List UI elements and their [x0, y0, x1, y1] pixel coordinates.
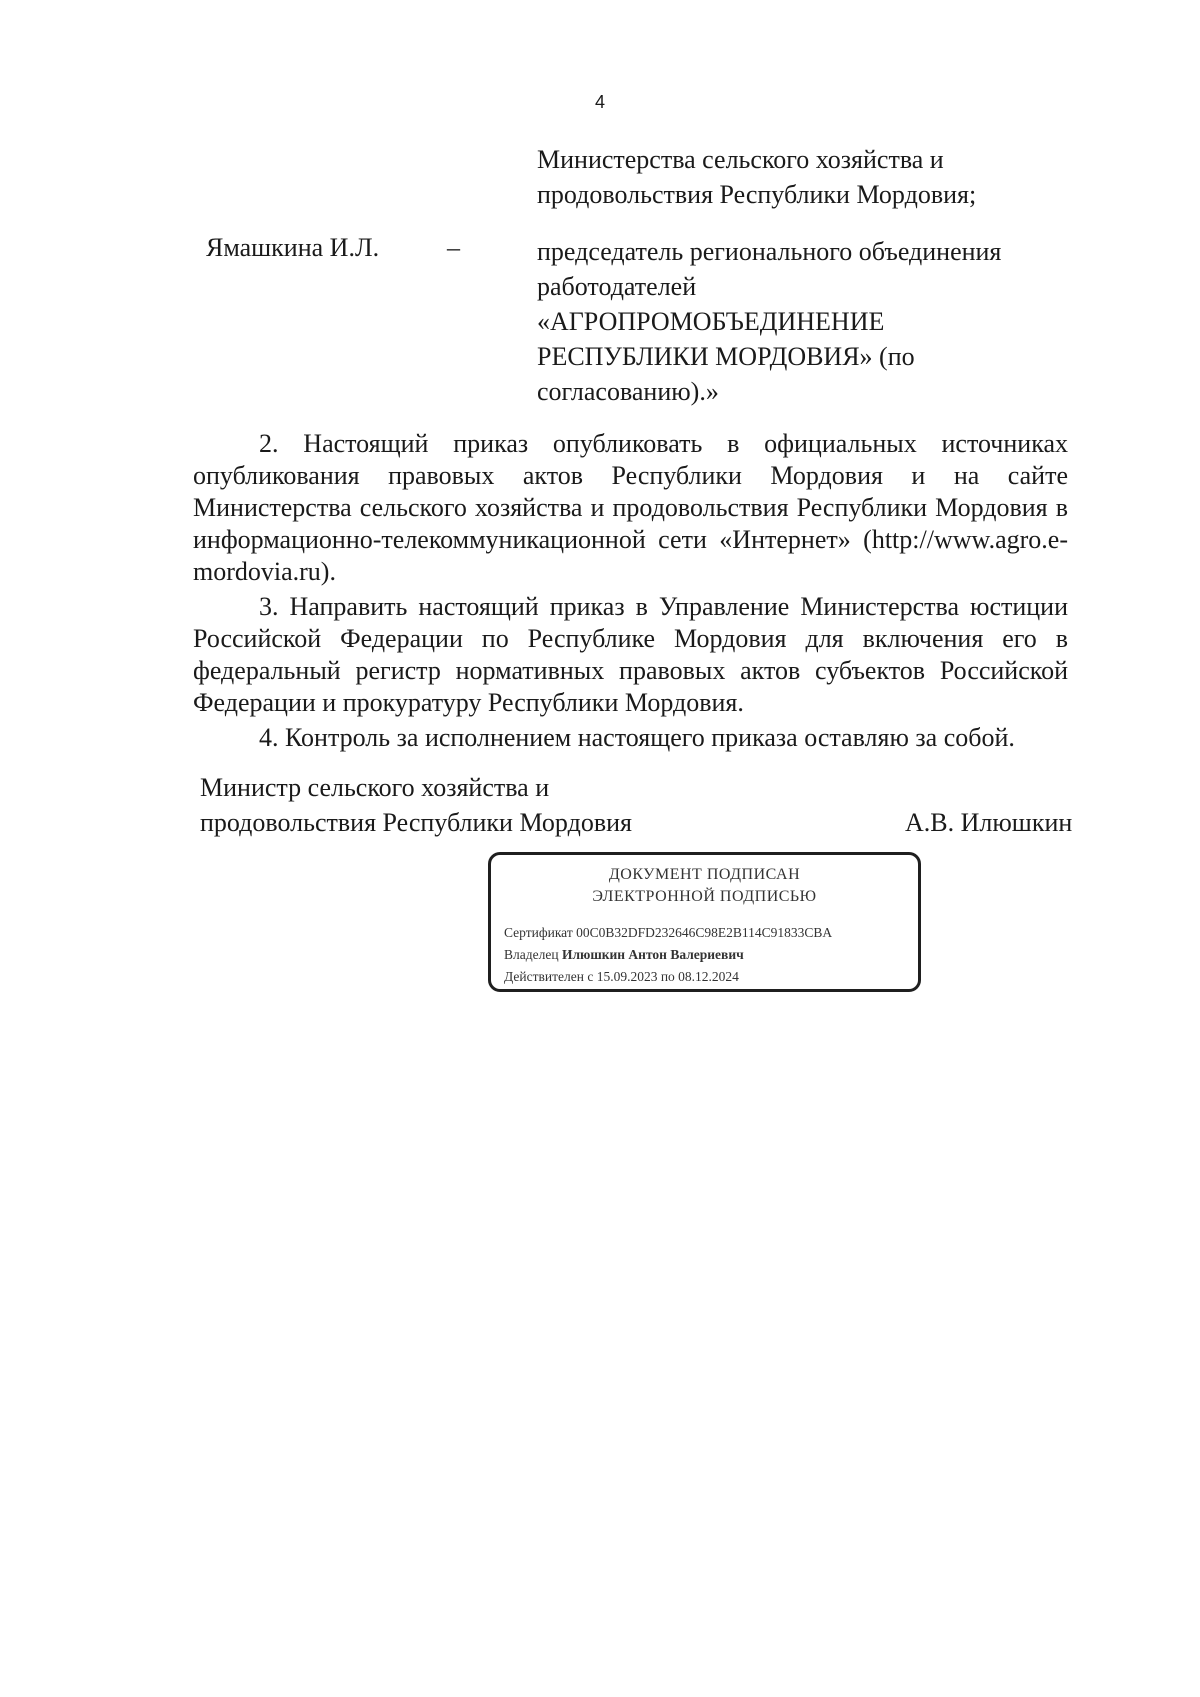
member-role-line: РЕСПУБЛИКИ МОРДОВИЯ» (по: [537, 342, 915, 371]
signature-title-line: Министр сельского хозяйства и: [200, 773, 550, 802]
stamp-certificate-row: [504, 922, 832, 944]
stamp-validity-from-word: с: [587, 969, 594, 984]
paragraph-3: 3. Направить настоящий приказ в Управление Министерства юстиции Российской Федерации по Республике Мордовия для включения его в федеральный регистр нормативных правовых актов субъектов Российской Федерации и прокуратуру Республики Мордовия.: [193, 592, 1068, 717]
stamp-certificate-value: 00C0B32DFD232646C98E2B114C91833CBA: [576, 925, 833, 940]
page-number: 4: [594, 92, 605, 112]
member-name: Ямашкина И.Л.: [206, 233, 380, 262]
signature-title: [200, 770, 632, 840]
signature-name: А.В. Илюшкин: [905, 808, 1073, 837]
stamp-owner-value: Илюшкин Антон Валериевич: [561, 947, 744, 962]
paragraph-2: [193, 428, 1068, 588]
stamp-validity-from: 15.09.2023: [596, 969, 658, 984]
stamp-owner-row: [504, 944, 832, 966]
continuation-text: [537, 142, 1057, 212]
stamp-validity-label: Действителен: [504, 969, 584, 984]
stamp-heading-line: ДОКУМЕНТ ПОДПИСАН: [608, 866, 801, 883]
stamp-certificate-label: Сертификат: [504, 925, 573, 940]
member-role-line: председатель регионального объединения: [537, 237, 1002, 266]
member-role: [537, 234, 1037, 409]
paragraph-2-url: (http://www.agro.e-mordovia.ru).: [193, 525, 1068, 586]
paragraph-2-text: 2. Настоящий приказ опубликовать в официальных источниках опубликования правовых актов Республики Мордовия и на сайте Министерства сельского хозяйства и продовольствия Республики Мордовия в информационно-телекоммуникационной сети «Интернет»: [193, 429, 1068, 554]
stamp-owner-label: Владелец: [504, 947, 559, 962]
member-role-line: работодателей: [537, 272, 697, 301]
continuation-line: Министерства сельского хозяйства и: [537, 145, 944, 174]
stamp-validity-row: [504, 966, 832, 988]
electronic-signature-stamp: [488, 852, 921, 992]
member-role-line: согласованию).»: [537, 377, 719, 406]
stamp-validity-to: 08.12.2024: [678, 969, 739, 984]
paragraph-4: 4. Контроль за исполнением настоящего приказа оставляю за собой.: [259, 723, 1015, 752]
stamp-heading-line: ЭЛЕКТРОННОЙ ПОДПИСЬЮ: [592, 888, 817, 905]
member-dash: –: [447, 233, 460, 262]
continuation-line: продовольствия Республики Мордовия;: [537, 180, 977, 209]
stamp-validity-to-word: по: [660, 969, 675, 984]
order-paragraphs: [193, 428, 1068, 757]
stamp-heading: [491, 864, 918, 908]
stamp-details: [504, 922, 832, 988]
member-role-line: «АГРОПРОМОБЪЕДИНЕНИЕ: [537, 307, 885, 336]
signature-title-line: продовольствия Республики Мордовия: [200, 808, 632, 837]
